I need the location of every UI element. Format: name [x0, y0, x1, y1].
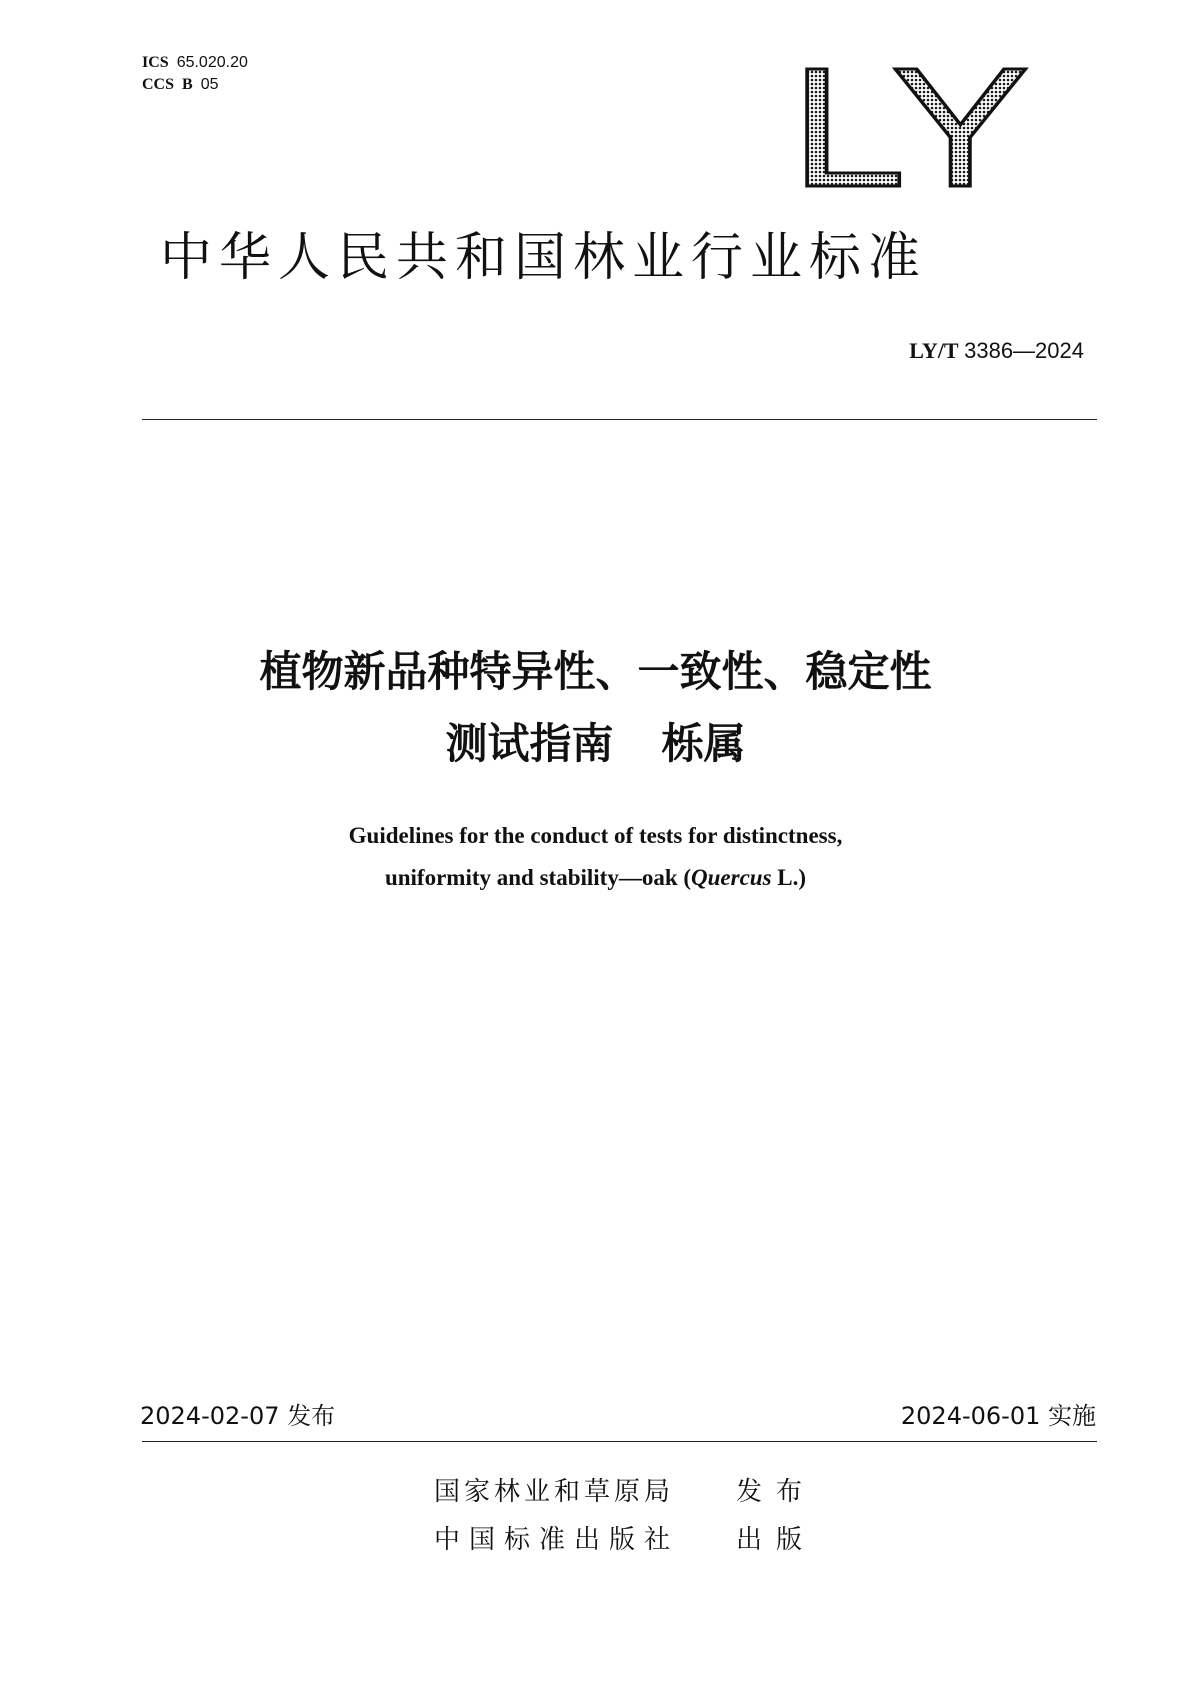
issuer-action: 发布 — [736, 1477, 817, 1507]
chinese-title-line-1: 植物新品种特异性、一致性、稳定性 — [259, 647, 932, 696]
standard-number-prefix: LY/T — [909, 338, 959, 363]
english-title-line-1: Guidelines for the conduct of tests for distinctness, — [348, 823, 843, 848]
bottom-divider — [142, 1441, 1097, 1442]
chinese-title-part-a: 测试指南 — [445, 719, 614, 768]
standard-number-value: 3386—2024 — [964, 338, 1084, 363]
publisher-organization: 中国标准出版社 — [434, 1525, 680, 1555]
ly-logo-text: LY — [790, 58, 1030, 198]
issuer-organization: 国家林业和草原局 — [434, 1477, 675, 1507]
ccs-letter: B — [182, 76, 193, 93]
ly-logo — [790, 58, 1030, 198]
chinese-title-line-2 — [0, 712, 1191, 776]
top-divider — [142, 419, 1097, 420]
standard-number — [909, 338, 1084, 364]
ccs-label: CCS — [142, 76, 175, 93]
ccs-row — [142, 74, 248, 96]
ics-row — [142, 52, 248, 74]
classification-codes — [142, 52, 248, 96]
ccs-code: 05 — [200, 76, 219, 93]
english-title-part-a: uniformity and stability—oak ( — [384, 865, 692, 890]
english-title-part-b: L.) — [771, 865, 807, 890]
publisher-action: 出版 — [736, 1525, 817, 1555]
english-title-genus: Quercus — [691, 865, 772, 890]
implementation-date: 2024-06-01 实施 — [900, 1402, 1096, 1430]
standard-category-title: 中华人民共和国林业行业标准 — [160, 228, 928, 288]
publisher-row — [434, 1522, 816, 1558]
chinese-title-part-b: 栎属 — [661, 719, 746, 768]
issuer-row — [434, 1474, 816, 1510]
english-title-line-2 — [0, 858, 1191, 898]
ics-code: 65.020.20 — [176, 54, 248, 71]
publish-date: 2024-02-07 发布 — [140, 1402, 336, 1430]
ics-label: ICS — [142, 54, 169, 71]
